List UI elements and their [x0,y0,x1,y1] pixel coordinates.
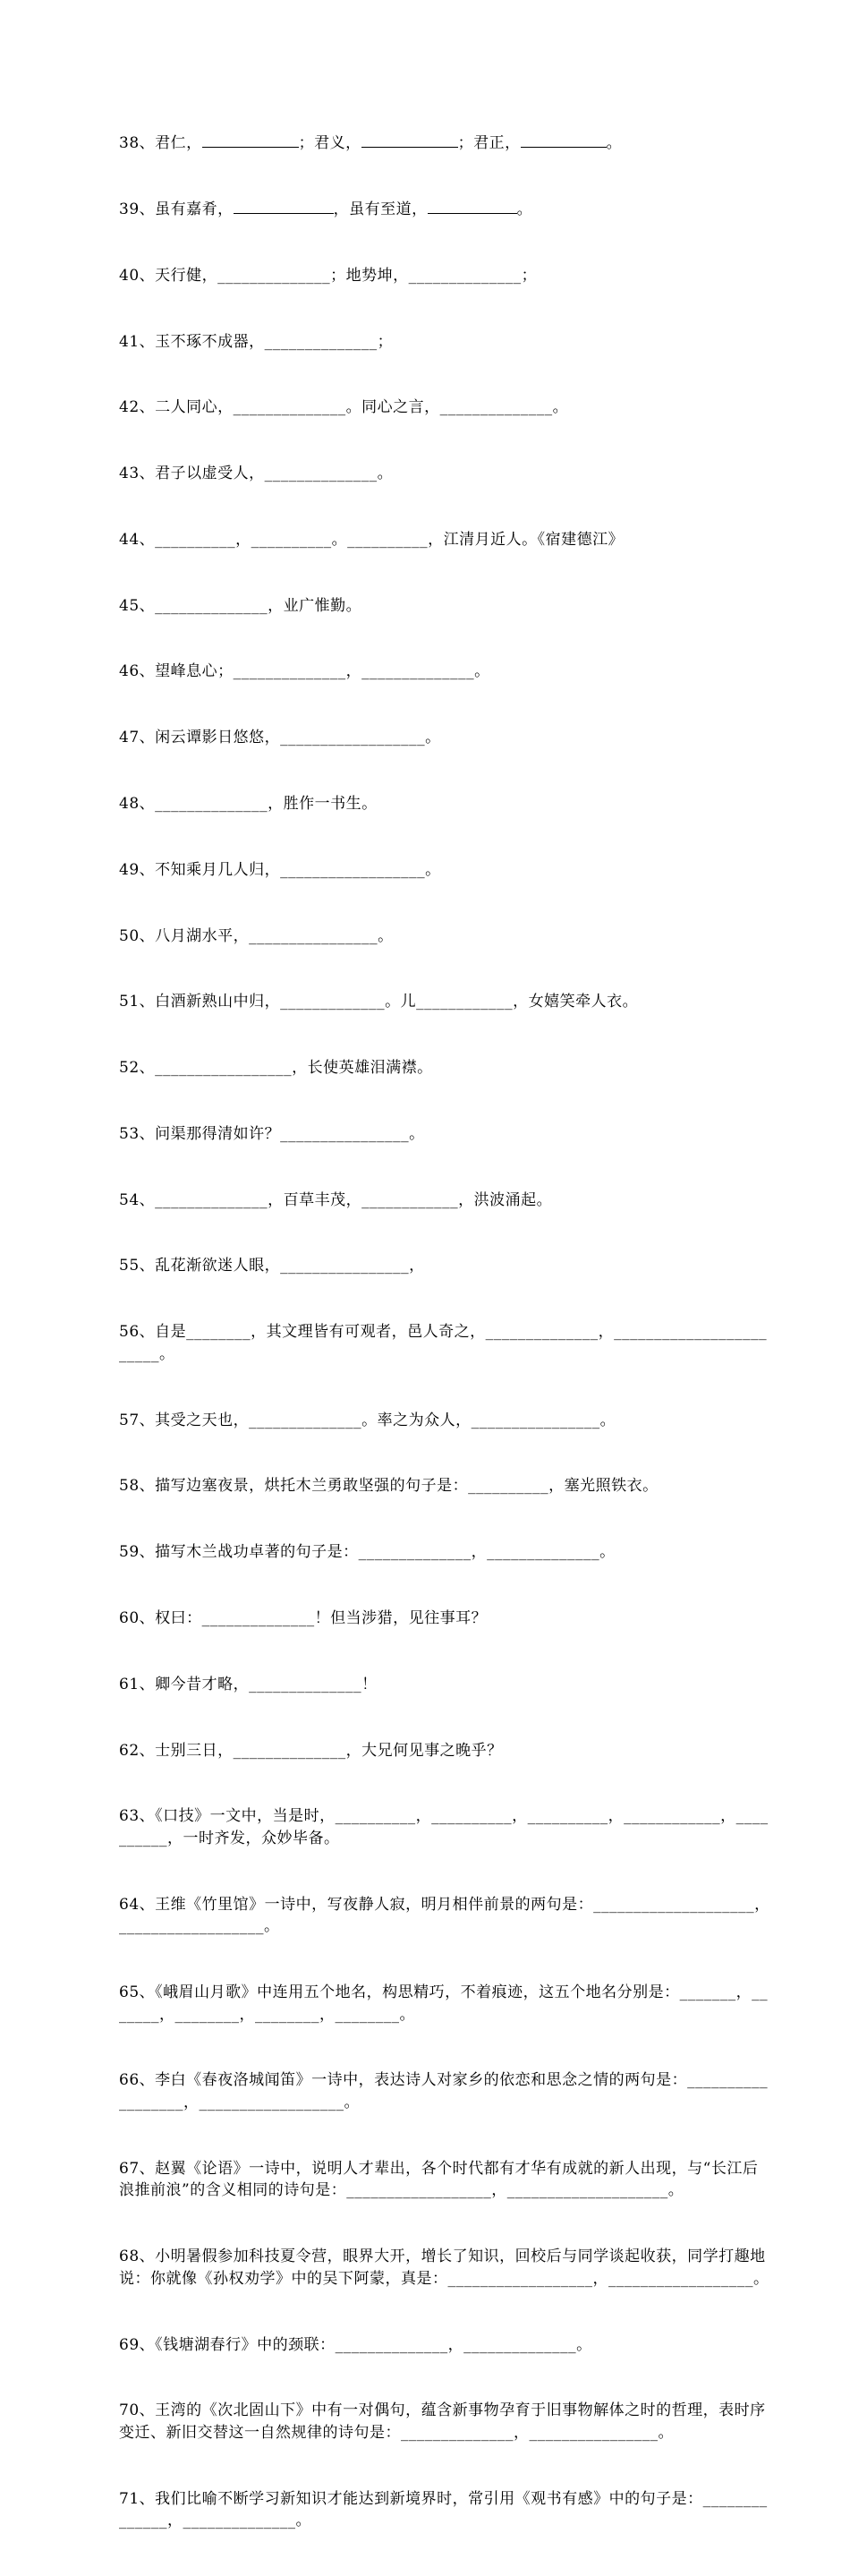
question-list [119,89,770,2576]
question-52: 52、_________________，长使英雄泪满襟。 [119,1059,433,1078]
question-38: 38、君仁， ；君义， ；君正， 。 [119,134,623,153]
question-61: 61、卿今昔才略，______________！ [119,1675,378,1693]
answer-blank[interactable] [521,132,607,148]
answer-blank[interactable] [234,199,334,214]
question-43: 43、君子以虚受人，______________。 [119,465,394,483]
question-67: 67、赵翼《论语》一诗中，说明人才辈出，各个时代都有才华有成就的新人出现，与“长江后浪推前浪”的含义相同的诗句是：__________________，____________________。 [119,2159,759,2200]
question-64: 64、王维《竹里馆》一诗中，写夜静人寂，明月相伴前景的两句是：____________________，__________________。 [119,1895,770,1936]
question-65: 65、《峨眉山月歌》中连用五个地名，构思精巧，不着痕迹，这五个地名分别是：_______，_______，________，________，________。 [119,1983,769,2024]
question-59: 59、描写木兰战功卓著的句子是：______________，______________。 [119,1543,616,1562]
answer-blank[interactable] [361,132,458,148]
question-57: 57、其受之天也，______________。率之为众人，________________。 [119,1411,616,1429]
question-58: 58、描写边塞夜景，烘托木兰勇敢坚强的句子是：__________，塞光照铁衣。 [119,1477,659,1496]
question-42: 42、二人同心，______________。同心之言，______________。 [119,398,569,417]
question-53: 53、问渠那得清如许？________________。 [119,1124,425,1143]
answer-blank[interactable] [428,199,517,214]
question-49: 49、不知乘月几人归，__________________。 [119,860,441,879]
question-55: 55、乱花渐欲迷人眼，________________， [119,1257,425,1275]
question-40: 40、天行健，______________；地势坤，______________； [119,266,538,285]
question-47: 47、闲云谭影日悠悠，__________________。 [119,729,441,747]
question-46: 46、望峰息心；______________，______________。 [119,662,490,681]
question-62: 62、士别三日，______________，大兄何见事之晚乎？ [119,1741,503,1760]
answer-blank[interactable] [202,132,299,148]
question-51: 51、白酒新熟山中归，_____________。儿____________，女嬉笑牵人衣。 [119,993,639,1011]
question-44: 44、__________，__________。__________，江清月近人。《宿建德江》 [119,530,625,549]
question-69: 69、《钱塘湖春行》中的颈联：______________，______________。 [119,2335,592,2354]
question-63: 63、《口技》一文中，当是时，__________，__________，__________，____________，__________，一时齐发，众妙毕备。 [119,1807,769,1847]
question-60: 60、权曰：______________！但当涉猎，见往事耳？ [119,1608,488,1627]
question-54: 54、______________，百草丰茂，____________，洪波涌起。 [119,1190,553,1209]
question-71: 71、我们比喻不断学习新知识才能达到新境界时，常引用《观书有感》中的句子是：______________，______________。 [119,2489,768,2530]
question-70: 70、王湾的《次北固山下》中有一对偶句，蕴含新事物孕育于旧事物解体之时的哲理，表时序变迁、新旧交替这一自然规律的诗句是：______________，________________。 [119,2401,766,2442]
question-66: 66、李白《春夜洛城闻笛》一诗中，表达诗人对家乡的依恋和思念之情的两句是：__________________，__________________。 [119,2071,769,2112]
question-50: 50、八月湖水平，________________。 [119,926,394,945]
question-41: 41、玉不琢不成器，______________； [119,332,394,351]
question-56: 56、自是________，其文理皆有可观者，邑人奇之，______________，________________________。 [119,1323,768,1363]
question-68: 68、小明暑假参加科技夏令营，眼界大开，增长了知识，回校后与同学谈起收获，同学打趣地说：你就像《孙权劝学》中的吴下阿蒙，真是：__________________，__________________。 [119,2248,769,2288]
question-45: 45、______________，业广惟勤。 [119,596,362,615]
question-39: 39、虽有嘉肴， ，虽有至道， 。 [119,200,533,218]
question-48: 48、______________，胜作一书生。 [119,795,378,813]
